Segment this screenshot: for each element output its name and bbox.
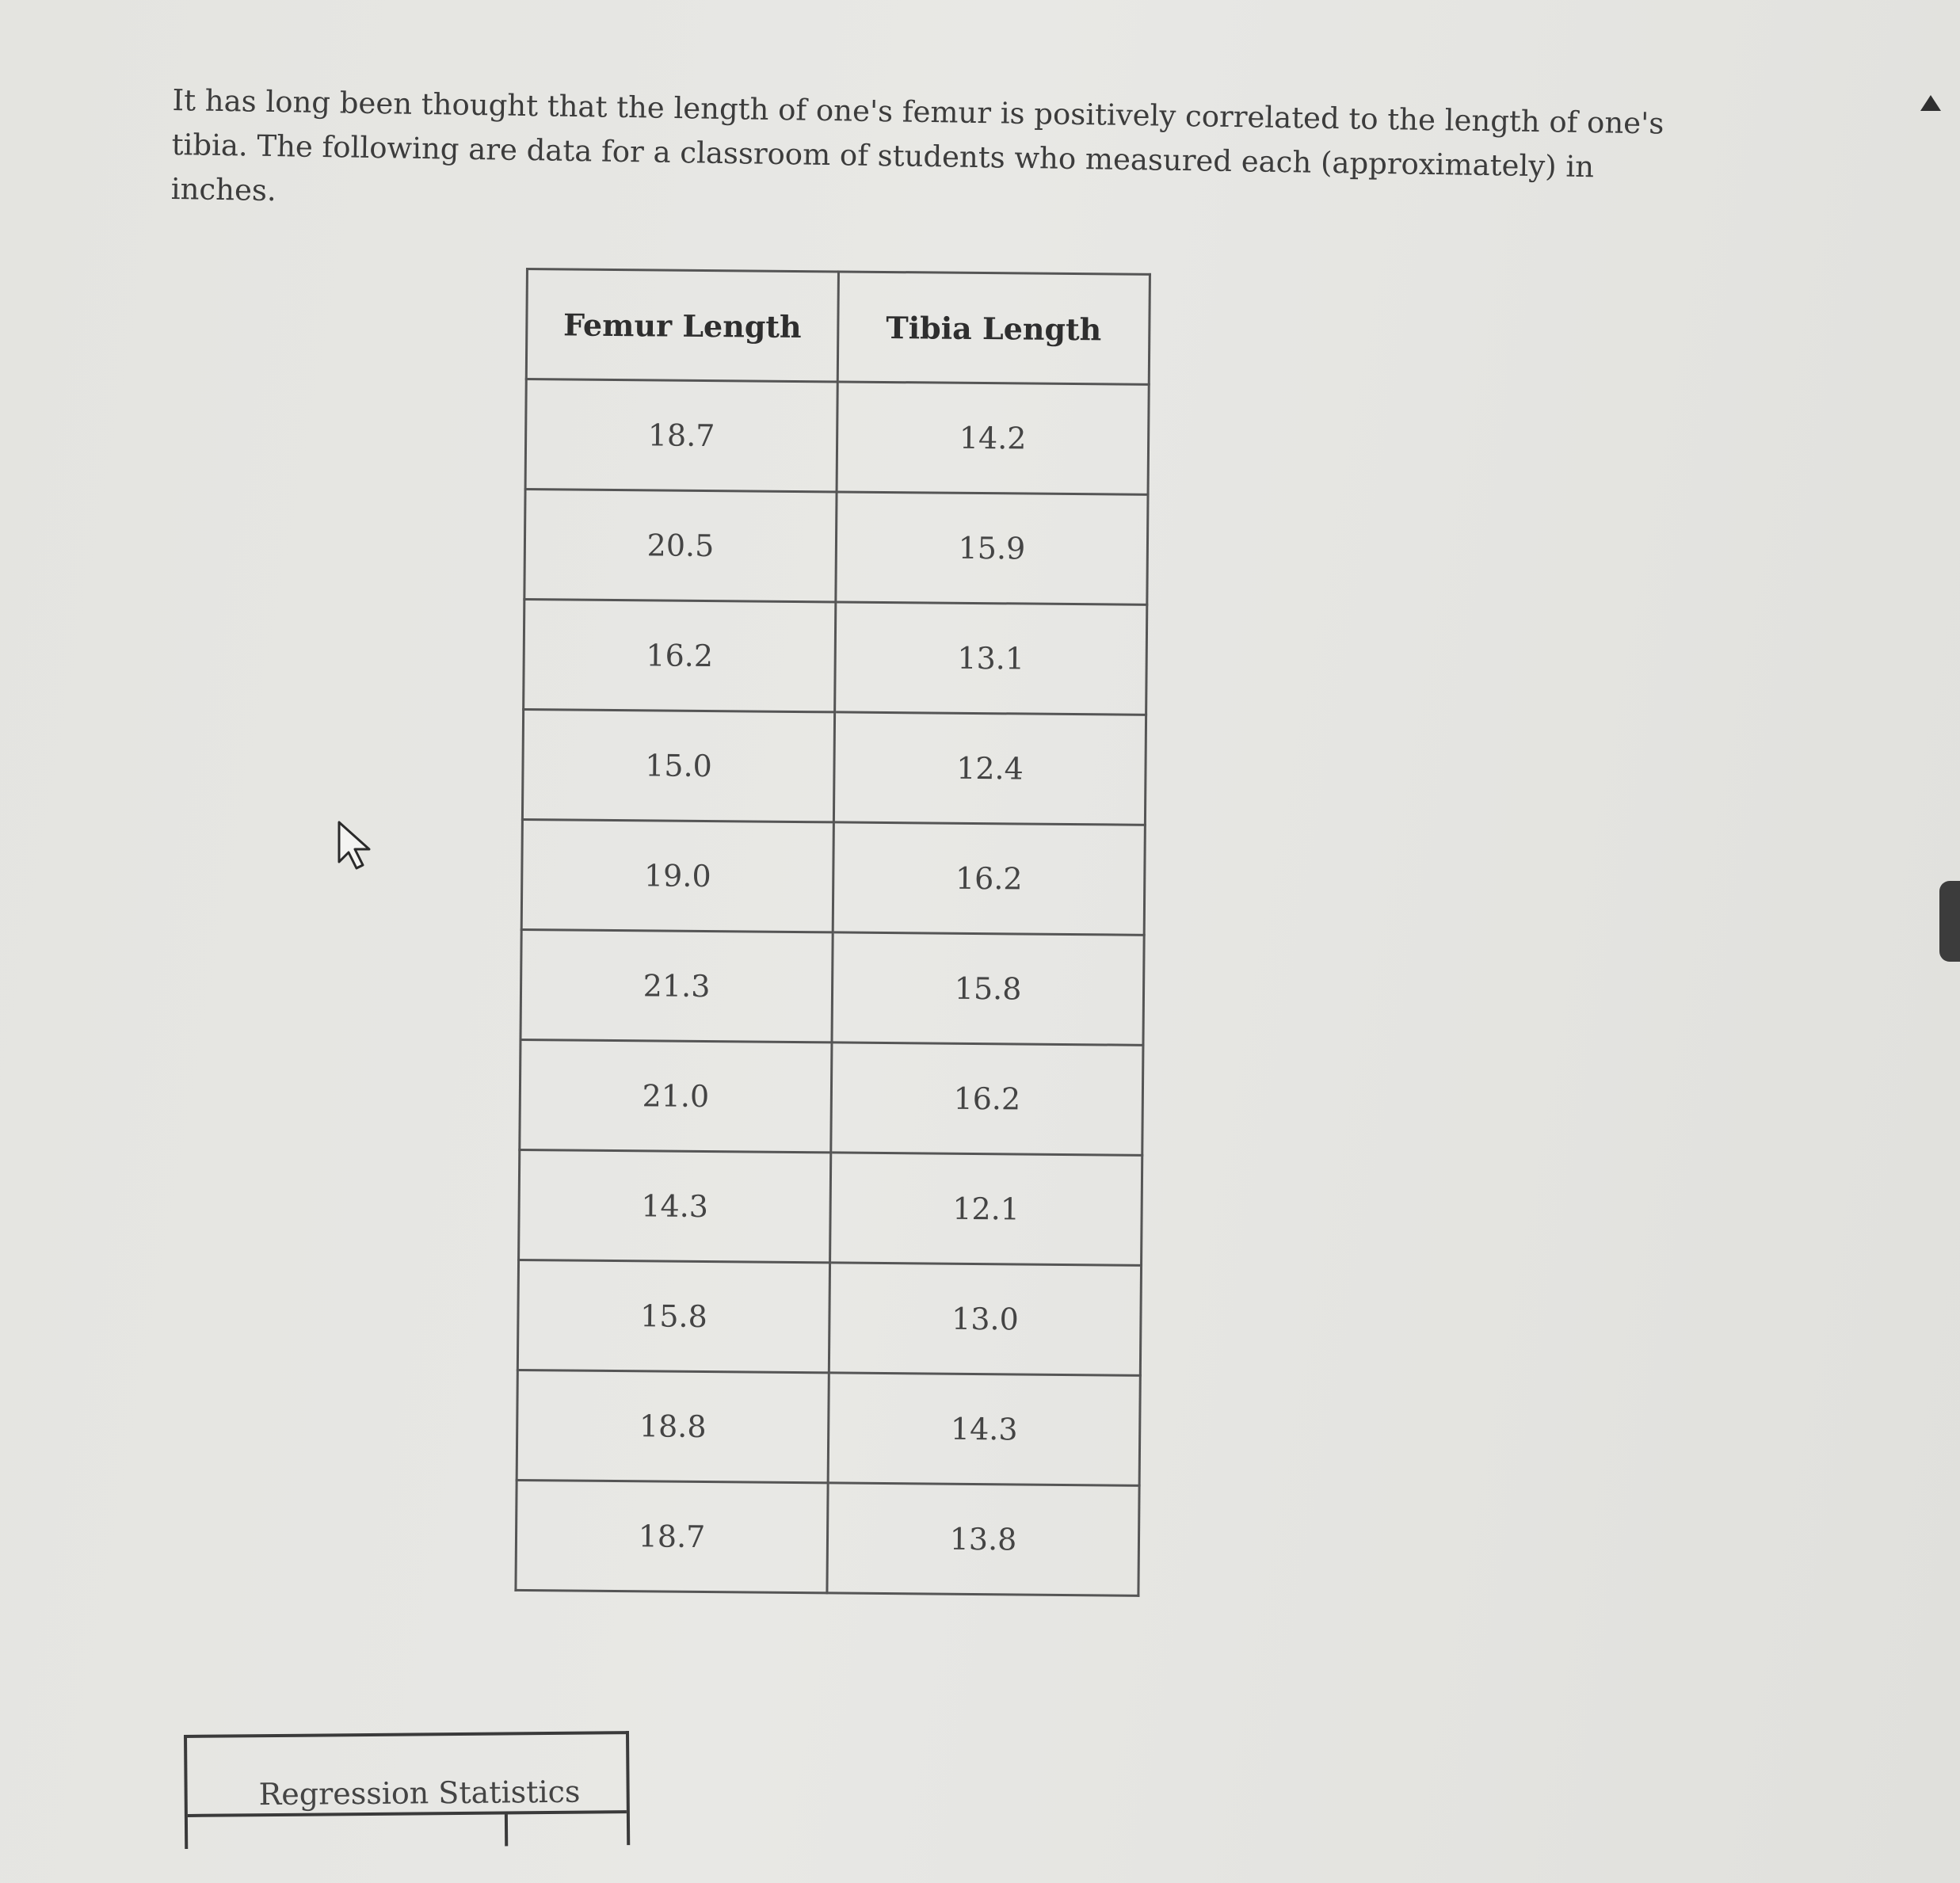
- table-row: [524, 599, 1147, 715]
- tibia-cell: 14.2: [837, 382, 1149, 494]
- tibia-cell: 13.0: [829, 1263, 1141, 1375]
- table-row: [525, 379, 1149, 495]
- femur-cell: 18.7: [516, 1480, 828, 1592]
- table-header-row: [526, 269, 1150, 385]
- femur-cell: 18.8: [517, 1370, 829, 1482]
- tibia-cell: 12.1: [830, 1153, 1142, 1265]
- femur-cell: 15.0: [522, 709, 834, 821]
- tibia-cell: 16.2: [833, 822, 1145, 935]
- tibia-cell: 12.4: [833, 712, 1146, 825]
- header-tibia-length: Tibia Length: [837, 272, 1150, 384]
- tibia-cell: 13.8: [827, 1483, 1139, 1595]
- femur-cell: 19.0: [521, 819, 833, 932]
- table-row: [524, 490, 1148, 605]
- header-femur-length: Femur Length: [526, 269, 838, 382]
- femur-cell: 16.2: [524, 599, 836, 711]
- table-row: [516, 1480, 1139, 1595]
- tibia-cell: 13.1: [835, 602, 1147, 715]
- scroll-up-arrow-icon[interactable]: [1919, 93, 1943, 112]
- table-row: [519, 1149, 1142, 1265]
- femur-cell: 20.5: [524, 490, 837, 602]
- femur-cell: 18.7: [525, 379, 837, 492]
- table-row: [517, 1370, 1140, 1485]
- mouse-pointer-icon: [336, 819, 376, 870]
- data-table: [514, 268, 1151, 1597]
- tibia-cell: 15.8: [832, 932, 1144, 1045]
- regression-statistics-row: [188, 1810, 627, 1849]
- tibia-cell: 16.2: [831, 1043, 1143, 1155]
- tibia-cell: 15.9: [836, 492, 1148, 604]
- table-row: [521, 819, 1145, 935]
- regression-statistics-table: [184, 1731, 630, 1849]
- tibia-cell: 14.3: [828, 1373, 1140, 1485]
- table-row: [520, 1039, 1143, 1155]
- scrollbar-thumb[interactable]: [1939, 881, 1960, 962]
- femur-cell: 21.3: [521, 929, 833, 1042]
- femur-cell: 14.3: [519, 1149, 831, 1262]
- column-divider: [505, 1814, 508, 1846]
- table-row: [517, 1260, 1141, 1375]
- table-row: [521, 929, 1144, 1045]
- regression-statistics-title: Regression Statistics: [258, 1774, 581, 1812]
- femur-cell: 21.0: [520, 1039, 832, 1152]
- femur-cell: 15.8: [517, 1260, 829, 1372]
- question-text: It has long been thought that the length of one's femur is positively correlated to the length of one's tibia. The following are data for a classroom of students who measured each (approximately) in inches.: [170, 82, 1664, 208]
- table-row: [522, 709, 1146, 825]
